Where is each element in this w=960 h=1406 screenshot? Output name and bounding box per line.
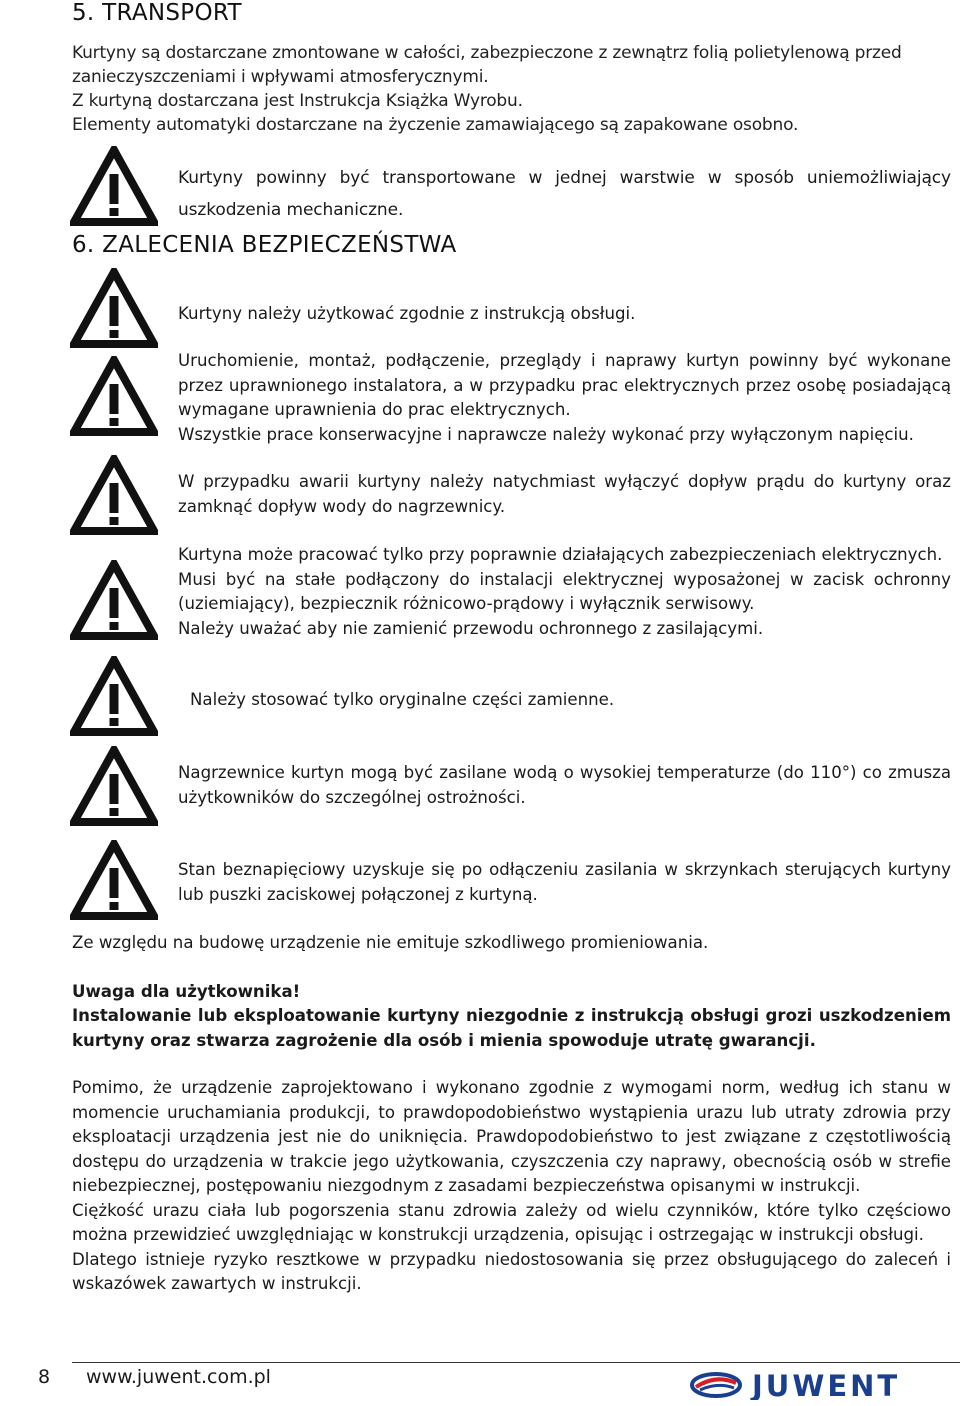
warning-icon — [70, 656, 158, 736]
transport-line: Z kurtyną dostarczana jest Instrukcja Książka Wyrobu. — [72, 91, 523, 111]
warning-icon — [70, 746, 158, 826]
notice-title: Uwaga dla użytkownika! — [72, 982, 301, 1001]
section-5-heading: 5. TRANSPORT — [72, 0, 242, 26]
warning-text: Należy stosować tylko oryginalne części zamienne. — [190, 690, 615, 709]
warning-icon — [70, 268, 158, 348]
transport-line: Kurtyny są dostarczane zmontowane w całości, zabezpieczone z zewnątrz folią polietylenową przed — [72, 43, 902, 63]
warning-icon — [70, 455, 158, 535]
warning-icon — [70, 840, 158, 920]
juwent-logo — [690, 1370, 952, 1400]
warning-icon — [70, 356, 158, 436]
warning-text: Uruchomienie, montaż, podłączenie, przeglądy i naprawy kurtyn powinny być wykonane przez uprawnionego instalatora, a w przypadku prac elektrycznych przez osobę posiadającą wymagane uprawnienia do prac elektrycznych. Wszystkie prace konserwacyjne i naprawcze należy wykonać przy wyłączonym napięciu. — [178, 351, 951, 444]
warning-icon — [70, 146, 158, 226]
svg-text:JUWENT: JUWENT — [752, 1370, 901, 1400]
transport-line: zanieczyszczeniami i wpływami atmosferycznymi. — [72, 67, 489, 87]
transport-warning-text: Kurtyny powinny być transportowane w jednej warstwie w sposób uniemożliwiający uszkodzenia mechaniczne. — [178, 168, 951, 220]
warning-text: Kurtyna może pracować tylko przy poprawnie działających zabezpieczeniach elektrycznych. Musi być na stałe podłączony do instalacji elektrycznej wyposażonej w zacisk ochronny (uziemiający), bezpiecznik różnicowo-prądowy i wyłącznik serwisowy. Należy uważać aby nie zamienić przewodu ochronnego z zasilającymi. — [178, 545, 951, 638]
warning-text: W przypadku awarii kurtyny należy natychmiast wyłączyć dopływ prądu do kurtyny oraz zamknąć dopływ wody do nagrzewnicy. — [178, 472, 951, 516]
warning-icon — [70, 560, 158, 640]
section-6-heading: 6. ZALECENIA BEZPIECZEŃSTWA — [72, 232, 457, 258]
page-number: 8 — [38, 1366, 51, 1388]
warning-text: Stan beznapięciowy uzyskuje się po odłączeniu zasilania w skrzynkach sterujących kurtyny lub puszki zaciskowej połączonej z kurtyną. — [178, 860, 951, 904]
footer-divider — [72, 1362, 960, 1363]
notice-text: Instalowanie lub eksploatowanie kurtyny niezgodnie z instrukcją obsługi grozi uszkodzeniem kurtyny oraz stwarza zagrożenie dla osób i mienia spowoduje utratę gwarancji. — [72, 1006, 951, 1050]
website-url: www.juwent.com.pl — [86, 1366, 271, 1388]
radiation-note: Ze względu na budowę urządzenie nie emituje szkodliwego promieniowania. — [72, 933, 709, 952]
warning-text: Nagrzewnice kurtyn mogą być zasilane wodą o wysokiej temperaturze (do 110°) co zmusza użytkowników do szczególnej ostrożności. — [178, 763, 951, 807]
warning-text: Kurtyny należy użytkować zgodnie z instrukcją obsługi. — [178, 304, 636, 323]
risk-text: Pomimo, że urządzenie zaprojektowano i wykonano zgodnie z wymogami norm, według ich stanu w momencie uruchamiania produkcji, to prawdopodobieństwo wystąpienia urazu lub utraty zdrowia przy eksploatacji urządzenia jest nie do uniknięcia. Prawdopodobieństwo to jest związane z częstotliwością dostępu do urządzenia w trakcie jego użytkowania, czyszczenia czy naprawy, obecnością osób w strefie niebezpiecznej, postępowaniu niezgodnym z zasadami bezpieczeństwa opisanymi w instrukcji. Ciężkość urazu ciała lub pogorszenia stanu zdrowia zależy od wielu czynników, które tylko częściowo można przewidzieć uwzględniając w konstrukcji urządzenia, opisując i ostrzegając w instrukcji obsługi. Dlatego istnieje ryzyko resztkowe w przypadku niedostosowania się przez obsługującego do zaleceń i wskazówek zawartych w instrukcji. — [72, 1078, 951, 1293]
logo-swoosh-icon — [692, 1374, 740, 1396]
transport-line: Elementy automatyki dostarczane na życzenie zamawiającego są zapakowane osobno. — [72, 115, 799, 135]
